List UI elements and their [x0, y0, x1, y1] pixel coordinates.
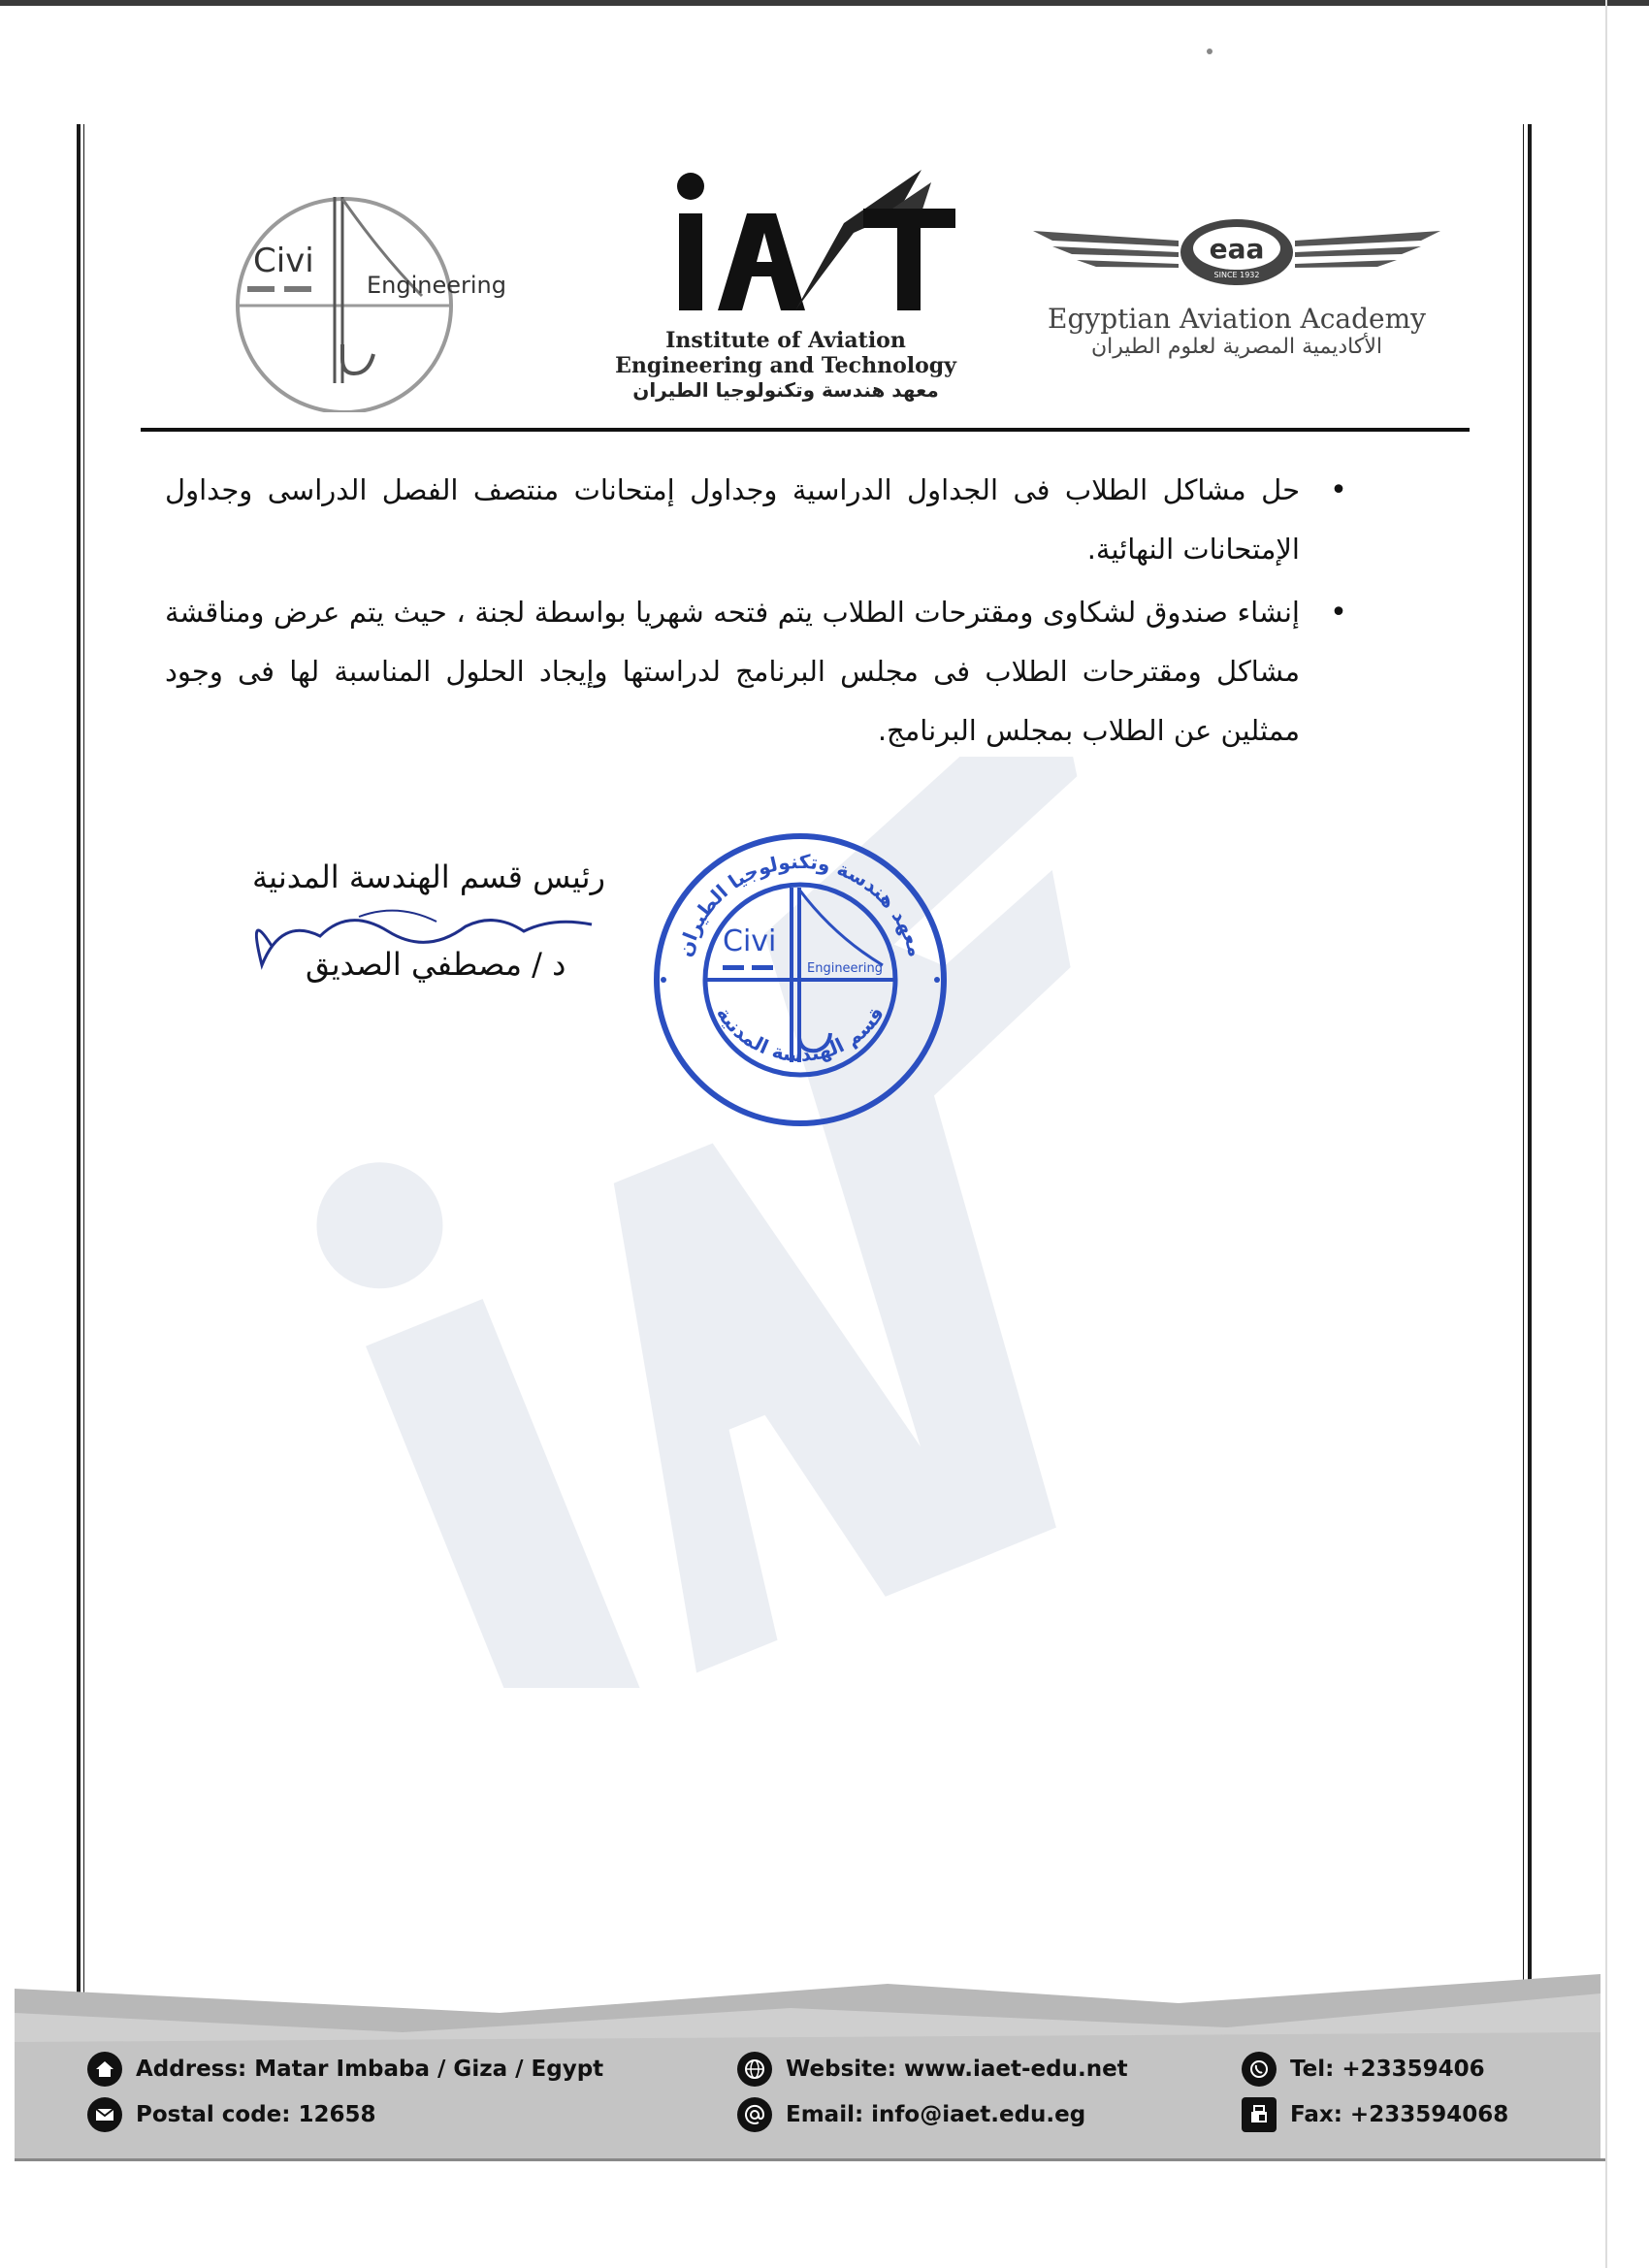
footer-address — [87, 2052, 603, 2087]
iaet-line1: Institute of Aviation — [665, 328, 906, 353]
signature-title: رئيس قسم الهندسة المدنية — [252, 859, 605, 895]
email-link[interactable]: Email: info@iaet.edu.eg — [786, 2102, 1086, 2127]
fax-text: Fax: +233594068 — [1290, 2102, 1509, 2127]
footer-fax — [1242, 2097, 1508, 2132]
left-border-line-inner — [83, 124, 84, 2040]
iaet-arabic: معهد هندسة وتكنولوجيا الطيران — [632, 378, 939, 402]
bottom-scan-line — [15, 2158, 1605, 2161]
list-item-text: إنشاء صندوق لشكاوى ومقترحات الطلاب يتم فتحه شهريا بواسطة لجنة ، حيث يتم عرض ومناقشة مشاكل ومقترحات الطلاب فى مجلس البرنامج لدراستها وإيجاد الحلول المناسبة لها فى وجود ممثلين عن الطلاب بمجلس البرنامج. — [165, 596, 1300, 747]
postal-text: Postal code: 12658 — [136, 2102, 376, 2127]
eaa-logo — [1023, 213, 1450, 378]
stamp-outer-text: معهد هندسة وتكنولوجيا الطيران — [672, 849, 928, 959]
fax-icon — [1242, 2097, 1277, 2132]
iaet-mark-icon — [601, 165, 970, 320]
footer-website — [737, 2052, 1128, 2087]
footer-postal — [87, 2097, 375, 2132]
mail-icon — [87, 2097, 122, 2132]
website-link[interactable]: Website: www.iaet-edu.net — [786, 2057, 1128, 2082]
civil-logo-word1: Civi — [253, 242, 314, 280]
list-item-text: حل مشاكل الطلاب فى الجداول الدراسية وجداول إمتحانات منتصف الفصل الدراسى وجداول الإمتحانات النهائية. — [165, 473, 1300, 566]
civil-engineering-logo — [218, 189, 519, 412]
bullet: • — [1330, 473, 1347, 507]
stamp-logo-word1: Civi — [723, 924, 777, 958]
home-icon — [87, 2052, 122, 2087]
eaa-english: Egyptian Aviation Academy — [1048, 303, 1426, 335]
left-border-line — [77, 124, 81, 2040]
globe-icon — [737, 2052, 772, 2087]
stamp-logo-word2: Engineering — [807, 961, 883, 976]
phone-icon — [1242, 2052, 1277, 2087]
scan-edge — [0, 0, 1649, 6]
iaet-line2: Engineering and Technology — [615, 353, 956, 378]
eaa-wings-icon — [1023, 213, 1450, 291]
civil-logo-word2: Engineering — [367, 272, 506, 299]
header-divider — [141, 428, 1470, 432]
address-text: Address: Matar Imbaba / Giza / Egypt — [136, 2057, 604, 2082]
tel-text: Tel: +23359406 — [1290, 2057, 1485, 2082]
letter-body — [165, 461, 1347, 764]
list-item — [165, 583, 1347, 761]
scan-speck — [1207, 49, 1212, 54]
signature-name: د / مصطفي الصديق — [306, 946, 566, 983]
bullet: • — [1330, 596, 1347, 630]
at-sign-icon — [737, 2097, 772, 2132]
right-scan-edge — [1605, 0, 1607, 2268]
stamp-bottom-text: قسم الهندسة المدنية — [712, 1002, 889, 1067]
department-stamp — [650, 829, 951, 1130]
footer-email — [737, 2097, 1085, 2132]
list-item — [165, 461, 1347, 579]
right-border-line — [1528, 124, 1532, 2040]
eaa-mark: eaa — [1209, 233, 1265, 265]
footer — [15, 1974, 1600, 2158]
eaa-arabic: الأكاديمية المصرية لعلوم الطيران — [1090, 335, 1383, 359]
iaet-logo — [601, 165, 970, 417]
eaa-since: SINCE 1932 — [1213, 271, 1260, 279]
footer-tel — [1242, 2052, 1485, 2087]
right-border-line-inner — [1523, 124, 1524, 2040]
